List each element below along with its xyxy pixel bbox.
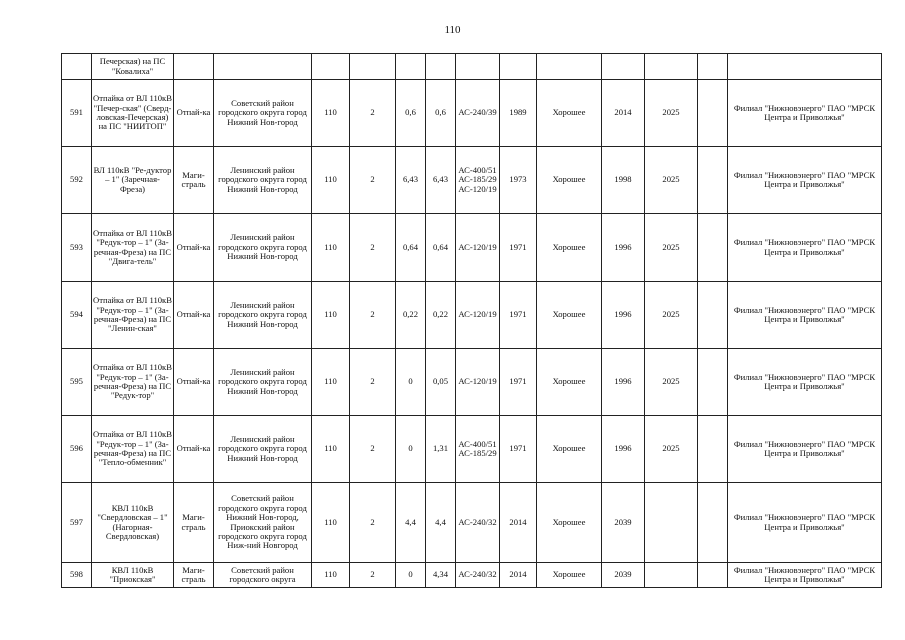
cell-state: Хорошее bbox=[537, 483, 602, 563]
cell-extra bbox=[698, 214, 728, 282]
cell-type: Маги-страль bbox=[174, 483, 214, 563]
cell-circuits: 2 bbox=[350, 563, 396, 588]
cell-owner: Филиал "Нижновэнерго" ПАО "МРСК Центра и Приволжья" bbox=[728, 214, 882, 282]
cell-name: Отпайка от ВЛ 110кВ "Редук-тор – 1" (За-речная-Фреза) на ПС "Ленин-ская" bbox=[92, 282, 174, 349]
cell-location bbox=[214, 54, 312, 80]
cell-location: Ленинский район городского округа город Нижний Нов-город bbox=[214, 214, 312, 282]
cell-wire: АС-240/32 bbox=[456, 563, 500, 588]
cell-year2: 2039 bbox=[602, 483, 645, 563]
cell-len2: 0,6 bbox=[426, 80, 456, 147]
cell-location: Советский район городского округа город Нижний Нов-город, Приокский район городского округа город Ниж-ний Новгород bbox=[214, 483, 312, 563]
cell-voltage: 110 bbox=[312, 563, 350, 588]
table-row bbox=[62, 483, 882, 563]
cell-name: КВЛ 110кВ "Свердловская – 1" (Нагорная-Свердловская) bbox=[92, 483, 174, 563]
cell-state: Хорошее bbox=[537, 147, 602, 214]
cell-num: 594 bbox=[62, 282, 92, 349]
cell-owner: Филиал "Нижновэнерго" ПАО "МРСК Центра и Приволжья" bbox=[728, 416, 882, 483]
cell-year3 bbox=[645, 54, 698, 80]
table-row bbox=[62, 80, 882, 147]
cell-name: Печерская) на ПС "Ковалиха" bbox=[92, 54, 174, 80]
cell-len2: 6,43 bbox=[426, 147, 456, 214]
cell-extra bbox=[698, 483, 728, 563]
cell-len1: 0,22 bbox=[396, 282, 426, 349]
cell-extra bbox=[698, 147, 728, 214]
cell-num: 598 bbox=[62, 563, 92, 588]
cell-state: Хорошее bbox=[537, 282, 602, 349]
cell-location: Ленинский район городского округа город Нижний Нов-город bbox=[214, 147, 312, 214]
cell-wire: АС-120/19 bbox=[456, 214, 500, 282]
cell-name: ВЛ 110кВ "Ре-дуктор – 1" (Заречная-Фреза) bbox=[92, 147, 174, 214]
cell-type: Отпай-ка bbox=[174, 282, 214, 349]
cell-owner: Филиал "Нижновэнерго" ПАО "МРСК Центра и Приволжья" bbox=[728, 147, 882, 214]
cell-location: Советский район городского округа город Нижний Нов-город bbox=[214, 80, 312, 147]
cell-wire: АС-400/51 АС-185/29 АС-120/19 bbox=[456, 147, 500, 214]
cell-voltage: 110 bbox=[312, 282, 350, 349]
cell-num bbox=[62, 54, 92, 80]
page-number: 110 bbox=[444, 24, 461, 36]
cell-type bbox=[174, 54, 214, 80]
cell-len1: 0,6 bbox=[396, 80, 426, 147]
cell-year2: 1996 bbox=[602, 282, 645, 349]
cell-extra bbox=[698, 80, 728, 147]
cell-location: Ленинский район городского округа город Нижний Нов-город bbox=[214, 416, 312, 483]
cell-wire: АС-240/39 bbox=[456, 80, 500, 147]
cell-state: Хорошее bbox=[537, 80, 602, 147]
cell-year: 1971 bbox=[500, 416, 537, 483]
cell-len2: 4,4 bbox=[426, 483, 456, 563]
cell-year: 1989 bbox=[500, 80, 537, 147]
cell-len1: 6,43 bbox=[396, 147, 426, 214]
cell-circuits: 2 bbox=[350, 147, 396, 214]
cell-voltage: 110 bbox=[312, 416, 350, 483]
cell-type: Маги-страль bbox=[174, 563, 214, 588]
cell-extra bbox=[698, 416, 728, 483]
cell-name: КВЛ 110кВ "Приокская" bbox=[92, 563, 174, 588]
cell-wire bbox=[456, 54, 500, 80]
cell-extra bbox=[698, 563, 728, 588]
cell-len2: 0,64 bbox=[426, 214, 456, 282]
cell-circuits bbox=[350, 54, 396, 80]
table-row bbox=[62, 416, 882, 483]
table-row bbox=[62, 214, 882, 282]
cell-circuits: 2 bbox=[350, 80, 396, 147]
cell-num: 593 bbox=[62, 214, 92, 282]
cell-owner: Филиал "Нижновэнерго" ПАО "МРСК Центра и Приволжья" bbox=[728, 282, 882, 349]
cell-wire: АС-120/19 bbox=[456, 282, 500, 349]
cell-year: 1973 bbox=[500, 147, 537, 214]
cell-location: Советский район городского округа bbox=[214, 563, 312, 588]
cell-num: 596 bbox=[62, 416, 92, 483]
table-row bbox=[62, 147, 882, 214]
cell-owner: Филиал "Нижновэнерго" ПАО "МРСК Центра и Приволжья" bbox=[728, 483, 882, 563]
cell-len2: 0,05 bbox=[426, 349, 456, 416]
cell-voltage: 110 bbox=[312, 483, 350, 563]
cell-circuits: 2 bbox=[350, 282, 396, 349]
cell-len1: 4,4 bbox=[396, 483, 426, 563]
cell-year: 1971 bbox=[500, 214, 537, 282]
table-row bbox=[62, 282, 882, 349]
cell-year bbox=[500, 54, 537, 80]
cell-owner: Филиал "Нижновэнерго" ПАО "МРСК Центра и Приволжья" bbox=[728, 349, 882, 416]
cell-extra bbox=[698, 282, 728, 349]
cell-wire: АС-240/32 bbox=[456, 483, 500, 563]
power-lines-table bbox=[61, 53, 882, 588]
cell-location: Ленинский район городского округа город Нижний Нов-город bbox=[214, 349, 312, 416]
cell-state: Хорошее bbox=[537, 349, 602, 416]
cell-year: 1971 bbox=[500, 349, 537, 416]
cell-owner bbox=[728, 54, 882, 80]
cell-name: Отпайка от ВЛ 110кВ "Печер-ская" (Сверд-ловская-Печерская) на ПС "НИИТОП" bbox=[92, 80, 174, 147]
cell-year3: 2025 bbox=[645, 214, 698, 282]
cell-type: Отпай-ка bbox=[174, 349, 214, 416]
cell-year: 2014 bbox=[500, 483, 537, 563]
cell-len1: 0,64 bbox=[396, 214, 426, 282]
cell-year2: 1996 bbox=[602, 416, 645, 483]
cell-len1 bbox=[396, 54, 426, 80]
cell-extra bbox=[698, 349, 728, 416]
cell-year3: 2025 bbox=[645, 282, 698, 349]
table-row bbox=[62, 563, 882, 588]
cell-type: Отпай-ка bbox=[174, 214, 214, 282]
cell-voltage: 110 bbox=[312, 214, 350, 282]
cell-year3 bbox=[645, 563, 698, 588]
cell-voltage: 110 bbox=[312, 147, 350, 214]
cell-circuits: 2 bbox=[350, 214, 396, 282]
cell-year3 bbox=[645, 483, 698, 563]
cell-name: Отпайка от ВЛ 110кВ "Редук-тор – 1" (За-речная-Фреза) на ПС "Редук-тор" bbox=[92, 349, 174, 416]
cell-len1: 0 bbox=[396, 349, 426, 416]
cell-state: Хорошее bbox=[537, 563, 602, 588]
cell-type: Маги-страль bbox=[174, 147, 214, 214]
cell-year2: 1996 bbox=[602, 214, 645, 282]
cell-year3: 2025 bbox=[645, 416, 698, 483]
cell-year: 2014 bbox=[500, 563, 537, 588]
cell-location: Ленинский район городского округа город Нижний Нов-город bbox=[214, 282, 312, 349]
cell-circuits: 2 bbox=[350, 349, 396, 416]
cell-len1: 0 bbox=[396, 416, 426, 483]
cell-voltage: 110 bbox=[312, 349, 350, 416]
cell-len2 bbox=[426, 54, 456, 80]
cell-year3: 2025 bbox=[645, 147, 698, 214]
cell-state bbox=[537, 54, 602, 80]
cell-circuits: 2 bbox=[350, 483, 396, 563]
table-row bbox=[62, 349, 882, 416]
cell-year2 bbox=[602, 54, 645, 80]
cell-voltage bbox=[312, 54, 350, 80]
cell-extra bbox=[698, 54, 728, 80]
cell-num: 595 bbox=[62, 349, 92, 416]
cell-year3: 2025 bbox=[645, 80, 698, 147]
table-row-continuation bbox=[62, 54, 882, 80]
cell-owner: Филиал "Нижновэнерго" ПАО "МРСК Центра и Приволжья" bbox=[728, 80, 882, 147]
cell-len2: 0,22 bbox=[426, 282, 456, 349]
cell-year2: 2014 bbox=[602, 80, 645, 147]
cell-year3: 2025 bbox=[645, 349, 698, 416]
cell-circuits: 2 bbox=[350, 416, 396, 483]
cell-wire: АС-120/19 bbox=[456, 349, 500, 416]
cell-num: 597 bbox=[62, 483, 92, 563]
cell-year: 1971 bbox=[500, 282, 537, 349]
cell-voltage: 110 bbox=[312, 80, 350, 147]
cell-len2: 1,31 bbox=[426, 416, 456, 483]
cell-name: Отпайка от ВЛ 110кВ "Редук-тор – 1" (За-речная-Фреза) на ПС "Двига-тель" bbox=[92, 214, 174, 282]
cell-num: 591 bbox=[62, 80, 92, 147]
cell-type: Отпай-ка bbox=[174, 416, 214, 483]
cell-state: Хорошее bbox=[537, 214, 602, 282]
cell-year2: 2039 bbox=[602, 563, 645, 588]
cell-type: Отпай-ка bbox=[174, 80, 214, 147]
cell-state: Хорошее bbox=[537, 416, 602, 483]
cell-len1: 0 bbox=[396, 563, 426, 588]
cell-year2: 1996 bbox=[602, 349, 645, 416]
cell-wire: АС-400/51 АС-185/29 bbox=[456, 416, 500, 483]
cell-name: Отпайка от ВЛ 110кВ "Редук-тор – 1" (За-речная-Фреза) на ПС "Тепло-обменник" bbox=[92, 416, 174, 483]
cell-num: 592 bbox=[62, 147, 92, 214]
cell-owner: Филиал "Нижновэнерго" ПАО "МРСК Центра и Приволжья" bbox=[728, 563, 882, 588]
cell-len2: 4,34 bbox=[426, 563, 456, 588]
cell-year2: 1998 bbox=[602, 147, 645, 214]
